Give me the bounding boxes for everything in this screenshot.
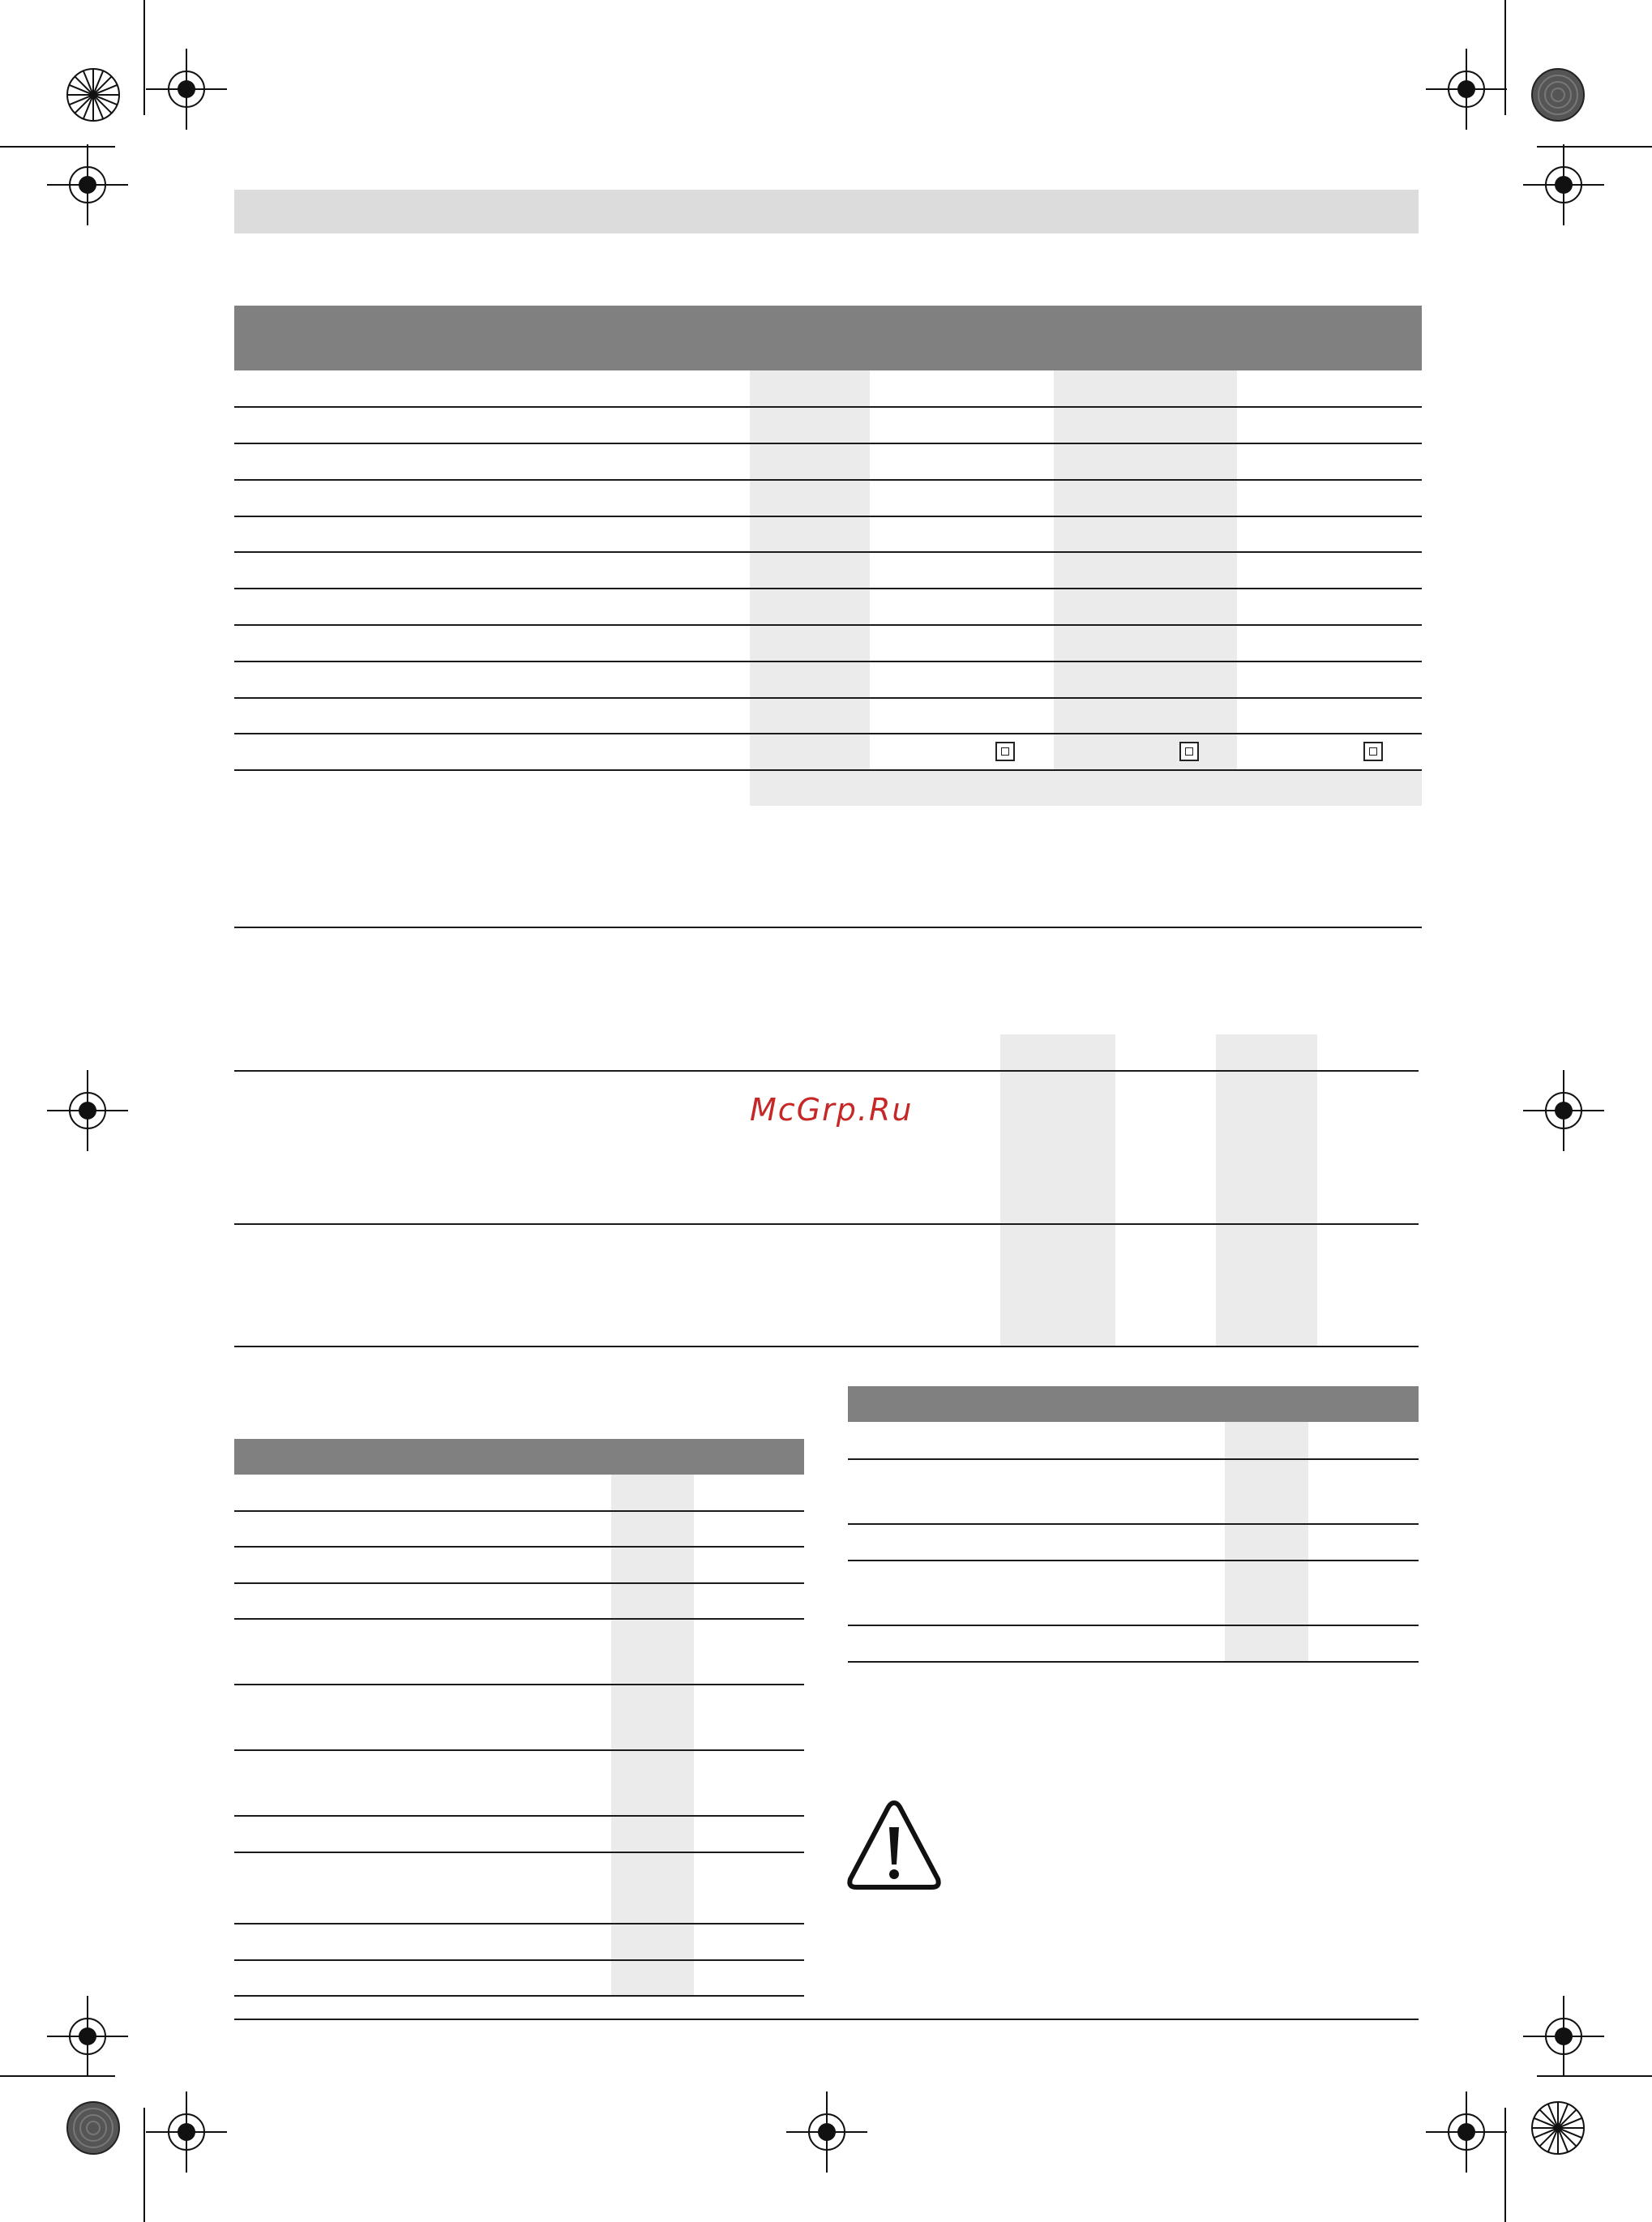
- accessory-table-rule: [234, 1749, 804, 1751]
- starburst-icon: [1531, 2101, 1585, 2155]
- materials-table-rule: [848, 1625, 1419, 1626]
- spec-table-row-rule: [234, 769, 1422, 771]
- spec-table-row-rule: [234, 697, 1422, 699]
- materials-table-rule: [848, 1523, 1419, 1525]
- crosshair-icon: [146, 49, 227, 130]
- materials-table-header: [848, 1386, 1419, 1422]
- spec-table-row-rule: [234, 443, 1422, 444]
- spec-table-row-rule: [234, 624, 1422, 626]
- accessory-table-rule: [234, 1546, 804, 1548]
- spec-table-row-rule: [234, 661, 1422, 662]
- spec-table-row-rule: [234, 479, 1422, 481]
- accessory-table-rule: [234, 1510, 804, 1512]
- protection-class-icon: [995, 742, 1015, 761]
- dotted-disc-icon: [1531, 68, 1585, 122]
- crosshair-icon: [47, 1996, 128, 2077]
- crosshair-icon: [146, 2091, 227, 2173]
- spec-table-row-rule: [234, 588, 1422, 589]
- spec-table-header: [234, 306, 1422, 370]
- accessory-table-rule: [234, 1618, 804, 1620]
- warning-triangle-icon: [846, 1798, 942, 1892]
- crosshair-icon: [1523, 1070, 1604, 1151]
- accessory-column-shade: [611, 1475, 694, 1995]
- section-divider: [234, 927, 1422, 928]
- accessory-table-rule: [234, 1923, 804, 1924]
- spec-table-row-rule: [234, 406, 1422, 408]
- noise-table-rule: [234, 1346, 1419, 1347]
- materials-table-rule: [848, 1458, 1419, 1460]
- spec-table-row-rule: [234, 733, 1422, 734]
- dotted-disc-icon: [66, 2101, 120, 2155]
- spec-table-row-rule: [234, 551, 1422, 553]
- spec-column-shade: [1054, 370, 1237, 769]
- materials-table-rule: [848, 1661, 1419, 1663]
- accessory-table-rule: [234, 1852, 804, 1853]
- trim-line: [143, 2108, 145, 2222]
- accessory-table-rule: [234, 1959, 804, 1961]
- noise-table-rule: [234, 1070, 1419, 1072]
- spec-column-shade: [750, 370, 870, 769]
- page-footer-rule: [234, 2019, 1419, 2020]
- crosshair-icon: [47, 144, 128, 225]
- starburst-icon: [66, 68, 120, 122]
- crosshair-icon: [786, 2091, 867, 2173]
- spec-table-row-rule: [234, 516, 1422, 517]
- noise-column-shade: [1000, 1034, 1115, 1346]
- protection-class-icon: [1363, 742, 1383, 761]
- crosshair-icon: [1523, 1996, 1604, 2077]
- accessory-table-rule: [234, 1582, 804, 1584]
- accessory-table-rule: [234, 1995, 804, 1997]
- protection-class-icon: [1179, 742, 1199, 761]
- page-header-band: [234, 190, 1419, 233]
- crosshair-icon: [47, 1070, 128, 1151]
- accessory-table-header: [234, 1439, 804, 1475]
- trim-line: [143, 0, 145, 115]
- spec-footer-shade: [750, 769, 1422, 806]
- accessory-table-rule: [234, 1815, 804, 1817]
- crosshair-icon: [1426, 2091, 1507, 2173]
- noise-table-rule: [234, 1223, 1419, 1225]
- noise-column-shade: [1216, 1034, 1317, 1346]
- accessory-table-rule: [234, 1684, 804, 1685]
- materials-table-rule: [848, 1560, 1419, 1561]
- crosshair-icon: [1426, 49, 1507, 130]
- crosshair-icon: [1523, 144, 1604, 225]
- watermark: McGrp.Ru: [750, 1092, 914, 1128]
